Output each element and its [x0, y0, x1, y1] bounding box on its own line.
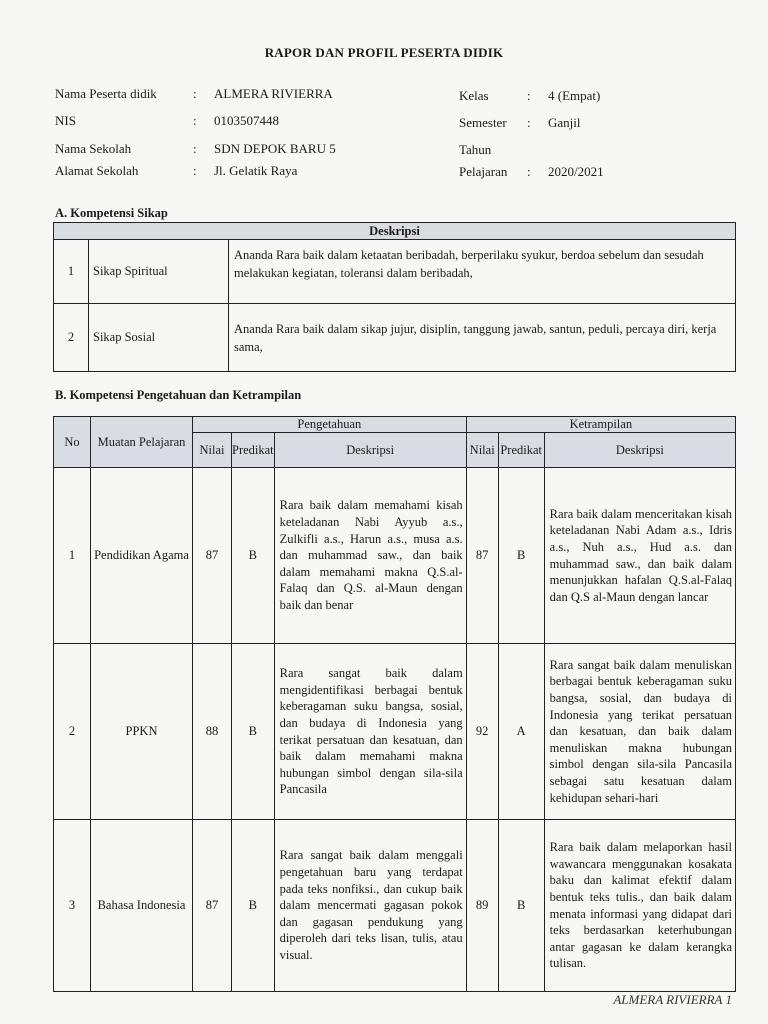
- row-subject: Bahasa Indonesia: [91, 820, 193, 992]
- row-s-desc: Rara baik dalam melaporkan hasil wawancara menggunakan kosakata baku dan kalimat efektif dalam bentuk teks tulis., dan baik dalam menata informasi yang didapat dari teks berdasarkan keterhubungan antar gagasan ke dalam kerangka tulisan.: [544, 820, 735, 992]
- row-subject: PPKN: [91, 644, 193, 820]
- col-s-desc: Deskripsi: [544, 433, 735, 468]
- value-nis: 0103507448: [214, 113, 279, 128]
- label-tahun: Tahun: [459, 142, 492, 157]
- col-no: No: [54, 417, 91, 468]
- row-aspect: Sikap Spiritual: [89, 240, 229, 304]
- colon: :: [527, 164, 531, 179]
- row-s-desc: Rara sangat baik dalam menuliskan berbagai bentuk keberagaman suku bangsa, sosial, dan budaya di Indonesia yang terikat persatuan dan kesatuan, dan baik dalam menuliskan makna hubungan simbol dengan sila-sila Pancasila sebagai satu kesatuan dalam kehidupan sehari-hari: [544, 644, 735, 820]
- grades-table: [53, 416, 736, 992]
- colon: :: [193, 113, 197, 128]
- col-knowledge: Pengetahuan: [193, 417, 467, 433]
- row-k-nilai: 87: [193, 468, 232, 644]
- section-a-heading: A. Kompetensi Sikap: [55, 206, 168, 220]
- row-subject: Pendidikan Agama: [91, 468, 193, 644]
- row-s-desc: Rara baik dalam menceritakan kisah keteladanan Nabi Adam a.s., Idris a.s., Nuh a.s., Hud a.s. dan muhammad saw., dan baik dalam menunjukkan hafalan Q.S.al-Falaq dan Q.S al-Maun dengan lancar: [544, 468, 735, 644]
- row-no: 3: [54, 820, 91, 992]
- label-school: Nama Sekolah: [55, 141, 132, 156]
- col-subject: Muatan Pelajaran: [91, 417, 193, 468]
- colon: :: [527, 88, 531, 103]
- row-k-predikat: B: [232, 468, 275, 644]
- col-s-nilai: Nilai: [466, 433, 498, 468]
- label-address: Alamat Sekolah: [55, 163, 139, 178]
- row-k-desc: Rara baik dalam memahami kisah keteladanan Nabi Ayyub a.s., Zulkifli a.s., Harun a.s., musa a.s. dan muhammad saw., dan baik dalam memahami makna Q.S.al-Falaq dan Q.S. al-Maun dengan baik dan benar: [274, 468, 466, 644]
- label-kelas: Kelas: [459, 88, 489, 103]
- page-footer: ALMERA RIVIERRA 1: [613, 992, 732, 1007]
- row-k-desc: Rara sangat baik dalam mengidentifikasi berbagai bentuk keberagaman suku bangsa, sosial, dan budaya di Indonesia yang terikat persatuan dan kesatuan, dan baik dalam memahami makna hubungan simbol dengan sila-sila Pancasila: [274, 644, 466, 820]
- row-s-predikat: A: [498, 644, 544, 820]
- row-k-nilai: 87: [193, 820, 232, 992]
- row-no: 1: [54, 468, 91, 644]
- row-no: 2: [54, 644, 91, 820]
- label-name: Nama Peserta didik: [55, 86, 157, 101]
- value-name: ALMERA RIVIERRA: [214, 86, 333, 101]
- value-school: SDN DEPOK BARU 5: [214, 141, 336, 156]
- col-k-desc: Deskripsi: [274, 433, 466, 468]
- value-address: Jl. Gelatik Raya: [214, 163, 298, 178]
- label-nis: NIS: [55, 113, 76, 128]
- label-semester: Semester: [459, 115, 507, 130]
- table-row: [54, 304, 736, 372]
- value-tahun: 2020/2021: [548, 164, 604, 179]
- row-no: 2: [54, 304, 89, 372]
- row-s-nilai: 89: [466, 820, 498, 992]
- table-row: [54, 820, 736, 992]
- sikap-table: [53, 222, 736, 372]
- row-k-desc: Rara sangat baik dalam menggali pengetahuan baru yang terdapat pada teks nonfiksi., dan cukup baik dalam mencermati gagasan pokok dan gagasan pendukung yang diperoleh dari teks lisan, tulis, atau visual.: [274, 820, 466, 992]
- table-row: [54, 644, 736, 820]
- row-s-predikat: B: [498, 820, 544, 992]
- col-s-predikat: Predikat: [498, 433, 544, 468]
- row-s-nilai: 87: [466, 468, 498, 644]
- col-k-nilai: Nilai: [193, 433, 232, 468]
- row-k-predikat: B: [232, 644, 275, 820]
- row-k-nilai: 88: [193, 644, 232, 820]
- sikap-desc-header: Deskripsi: [54, 223, 736, 240]
- report-title: RAPOR DAN PROFIL PESERTA DIDIK: [264, 45, 504, 60]
- value-semester: Ganjil: [548, 115, 581, 130]
- row-s-nilai: 92: [466, 644, 498, 820]
- section-b-heading: B. Kompetensi Pengetahuan dan Ketrampilan: [55, 388, 302, 402]
- colon: :: [527, 115, 531, 130]
- row-no: 1: [54, 240, 89, 304]
- table-row: [54, 468, 736, 644]
- row-s-predikat: B: [498, 468, 544, 644]
- label-pelajaran: Pelajaran: [459, 164, 508, 179]
- col-k-predikat: Predikat: [232, 433, 275, 468]
- table-row: [54, 240, 736, 304]
- row-desc: Ananda Rara baik dalam sikap jujur, disiplin, tanggung jawab, santun, peduli, percaya diri, kerja sama,: [229, 304, 736, 372]
- row-desc: Ananda Rara baik dalam ketaatan beribadah, berperilaku syukur, berdoa sebelum dan sesudah melakukan kegiatan, toleransi dalam beribadah,: [229, 240, 736, 304]
- row-aspect: Sikap Sosial: [89, 304, 229, 372]
- colon: :: [193, 86, 197, 101]
- col-skill: Ketrampilan: [466, 417, 735, 433]
- row-k-predikat: B: [232, 820, 275, 992]
- value-kelas: 4 (Empat): [548, 88, 601, 103]
- colon: :: [193, 141, 197, 156]
- colon: :: [193, 163, 197, 178]
